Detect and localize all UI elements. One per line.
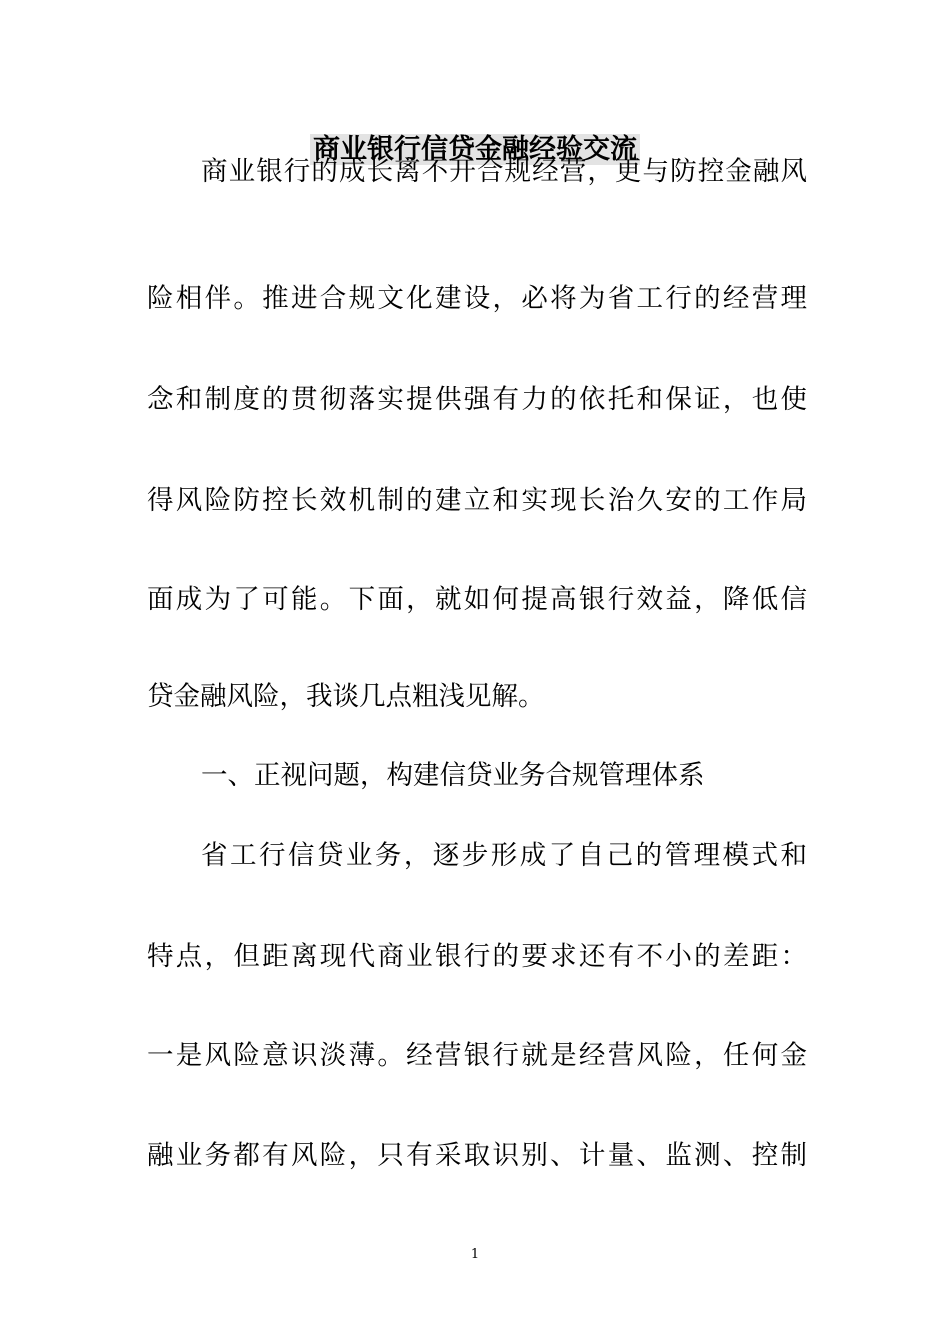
paragraph-line-8: 特点，但距离现代商业银行的要求还有不小的差距： [147, 941, 807, 972]
paragraph-line-7: 省工行信贷业务，逐步形成了自己的管理模式和 [201, 840, 807, 871]
paragraph-line-2: 险相伴。推进合规文化建设，必将为省工行的经营理 [147, 283, 807, 314]
paragraph-line-5: 面成为了可能。下面，就如何提高银行效益，降低信 [147, 584, 807, 615]
section-heading: 一、正视问题，构建信贷业务合规管理体系 [201, 760, 705, 791]
paragraph-line-10: 融业务都有风险，只有采取识别、计量、监测、控制 [147, 1140, 807, 1171]
paragraph-line-3: 念和制度的贯彻落实提供强有力的依托和保证，也使 [147, 384, 807, 415]
paragraph-line-4: 得风险防控长效机制的建立和实现长治久安的工作局 [147, 485, 807, 516]
paragraph-line-9: 一是风险意识淡薄。经营银行就是经营风险，任何金 [147, 1040, 807, 1071]
paragraph-line-6: 贷金融风险，我谈几点粗浅见解。 [147, 681, 545, 712]
page-number: 1 [470, 1247, 480, 1262]
title-text: 商业银行信贷金融经验交流 [310, 134, 640, 165]
paragraph-line-1: 商业银行的成长离不开合规经营，更与防控金融风 [201, 156, 807, 187]
